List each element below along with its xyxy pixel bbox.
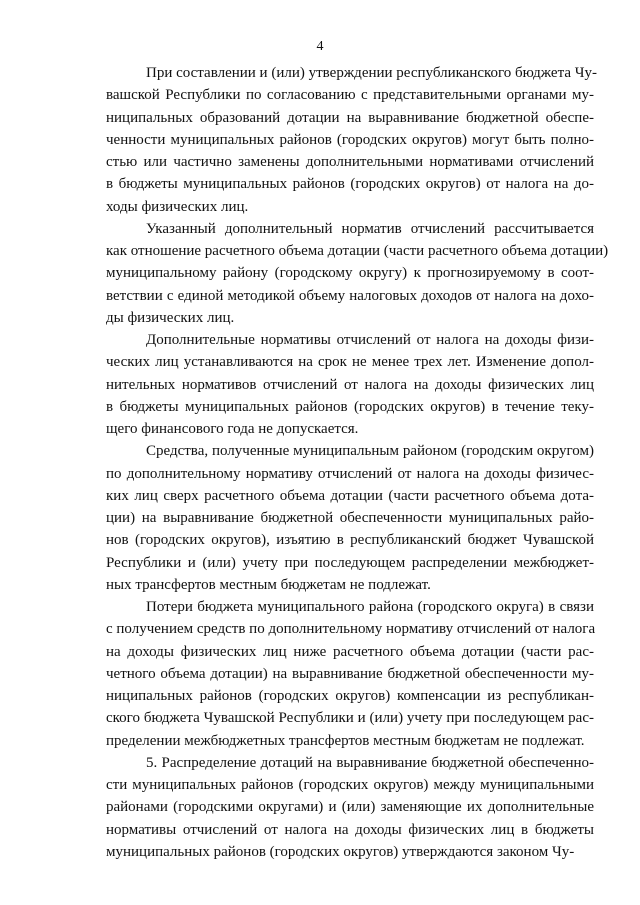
text-line: Средства, полученные муниципальным районом (городским округом) bbox=[146, 443, 594, 460]
text-line: ных трансфертов местным бюджетам не подлежат. bbox=[106, 576, 431, 593]
text-line: ции) на выравнивание бюджетной обеспеченности муниципальных райо- bbox=[106, 510, 594, 526]
paragraph bbox=[106, 596, 594, 752]
text-line: щего финансового года не допускается. bbox=[106, 421, 359, 437]
paragraph bbox=[106, 440, 594, 596]
paragraph bbox=[106, 62, 597, 218]
text-line: При составлении и (или) утверждении республиканского бюджета Чу- bbox=[146, 65, 597, 81]
text-line: сти муниципальных районов (городских округов) между муниципальными bbox=[106, 777, 594, 793]
paragraph bbox=[106, 752, 594, 863]
text-line: нительных нормативов отчислений от налога на доходы физических лиц bbox=[106, 376, 594, 393]
text-line: муниципальному району (городскому округу) к прогнозируемому в соот- bbox=[106, 265, 594, 282]
text-line: в бюджеты муниципальных районов (городских округов) от налога на до- bbox=[106, 176, 594, 193]
document-body bbox=[106, 62, 609, 863]
text-line: четного объема дотации) на выравнивание бюджетной обеспеченности му- bbox=[106, 665, 594, 682]
text-line: ченности муниципальных районов (городских округов) могут быть полно- bbox=[106, 131, 594, 148]
text-line: ческих лиц устанавливаются на срок не менее трех лет. Изменение допол- bbox=[106, 354, 594, 371]
text-line: ких лиц сверх расчетного объема дотации (части расчетного объема дота- bbox=[106, 487, 594, 504]
text-line: как отношение расчетного объема дотации (части расчетного объема дотации) bbox=[106, 243, 609, 259]
text-line: ходы физических лиц. bbox=[106, 198, 249, 215]
text-line: ды физических лиц. bbox=[106, 309, 235, 326]
text-line: пределении межбюджетных трансфертов местным бюджетам не подлежат. bbox=[106, 732, 585, 749]
text-line: нов (городских округов), изъятию в республиканский бюджет Чувашской bbox=[106, 532, 594, 549]
paragraph bbox=[106, 329, 594, 440]
text-line: Указанный дополнительный норматив отчислений рассчитывается bbox=[146, 220, 594, 237]
text-line: нормативы отчислений от налога на доходы физических лиц в бюджеты bbox=[106, 821, 594, 838]
text-line: ского бюджета Чувашской Республики и (или) учету при последующем рас- bbox=[106, 710, 594, 727]
text-line: Потери бюджета муниципального района (городского округа) в связи bbox=[146, 599, 594, 615]
text-line: Республики и (или) учету при последующем распределении межбюджет- bbox=[106, 554, 594, 571]
text-line: по дополнительному нормативу отчислений от налога на доходы физичес- bbox=[106, 465, 594, 482]
paragraph bbox=[106, 218, 609, 329]
text-line: муниципальных районов (городских округов) утверждаются законом Чу- bbox=[106, 843, 575, 860]
text-line: Дополнительные нормативы отчислений от налога на доходы физи- bbox=[146, 332, 594, 348]
text-line: ветствии с единой методикой объему налоговых доходов от налога на дохо- bbox=[106, 287, 594, 304]
text-line: районами (городскими округами) и (или) заменяющие их дополнительные bbox=[106, 799, 594, 816]
text-line: в бюджеты муниципальных районов (городских округов) в течение теку- bbox=[106, 398, 594, 415]
text-line: на доходы физических лиц ниже расчетного объема дотации (части рас- bbox=[106, 643, 594, 660]
text-line: ниципальных районов (городских округов) компенсации из республикан- bbox=[106, 688, 594, 704]
text-line: ниципальных образований дотации на выравнивание бюджетной обеспе- bbox=[106, 109, 594, 126]
text-line: вашской Республики по согласованию с представительными органами му- bbox=[106, 87, 594, 104]
text-line: стью или частично заменены дополнительными нормативами отчислений bbox=[106, 154, 594, 170]
page-number: 4 bbox=[316, 39, 324, 54]
text-line: с получением средств по дополнительному нормативу отчислений от налога bbox=[106, 621, 596, 638]
text-line: 5. Распределение дотаций на выравнивание бюджетной обеспеченно- bbox=[146, 754, 594, 771]
